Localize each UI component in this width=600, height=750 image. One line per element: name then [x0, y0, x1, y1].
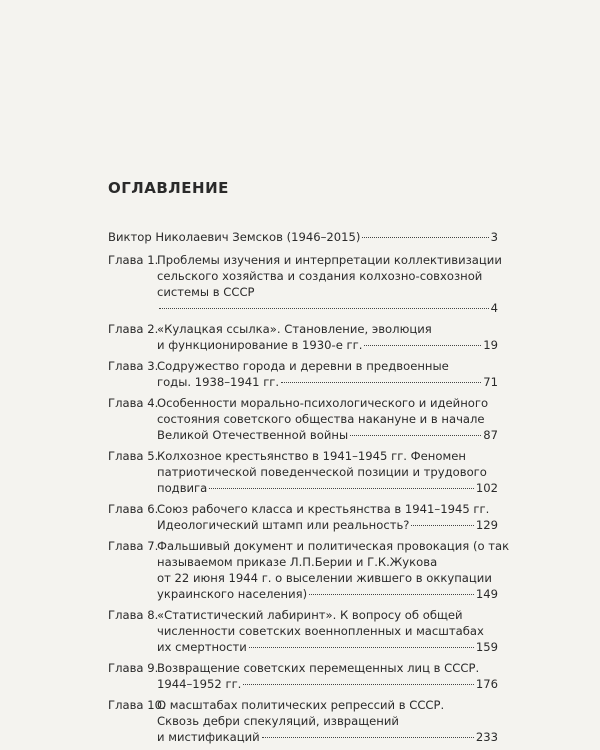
- page-number: 19: [483, 338, 498, 352]
- toc-heading: ОГЛАВЛЕНИЕ: [108, 179, 229, 197]
- page-number: 159: [475, 640, 498, 654]
- entry-title-line: О масштабах политических репрессий в СССР.: [157, 698, 445, 712]
- dot-leader: [350, 435, 481, 436]
- entry-title-line: годы. 1938–1941 гг.: [157, 375, 280, 389]
- entry-title-line: Сквозь дебри спекуляций, извращений: [157, 714, 399, 728]
- page-number: 71: [483, 375, 498, 389]
- dot-leader: [209, 488, 474, 489]
- page-number: 233: [475, 730, 498, 744]
- toc-entry-chapter-4[interactable]: [108, 395, 498, 443]
- entry-title-line: численности советских военнопленных и масштабах: [157, 624, 484, 638]
- entry-title-line: сельского хозяйства и создания колхозно-совхозной: [157, 269, 483, 283]
- chapter-label: Глава 9.: [108, 661, 159, 675]
- entry-title-line: называемом приказе Л.П.Берии и Г.К.Жукова: [157, 555, 438, 569]
- page-number: 3: [490, 230, 498, 244]
- toc-entry-chapter-10[interactable]: [108, 697, 498, 745]
- entry-title-line: патриотической поведенческой позиции и трудового: [157, 465, 487, 479]
- entry-title-line: украинского населения): [157, 587, 308, 601]
- entry-title-line: от 22 июня 1944 г. о выселении жившего в оккупации: [157, 571, 492, 585]
- toc-entry-chapter-6[interactable]: [108, 501, 498, 533]
- entry-title-line: Колхозное крестьянство в 1941–1945 гг. Феномен: [157, 449, 466, 463]
- entry-title-line: и функционирование в 1930-е гг.: [157, 338, 363, 352]
- dot-leader: [262, 737, 474, 738]
- page-number: 87: [483, 428, 498, 442]
- chapter-label: Глава 6.: [108, 502, 159, 516]
- toc-entry-chapter-9[interactable]: [108, 660, 498, 692]
- entry-title-line: и мистификаций: [157, 730, 260, 744]
- chapter-label: Глава 5.: [108, 449, 159, 463]
- dot-leader: [249, 647, 474, 648]
- page-number: 149: [475, 587, 498, 601]
- entry-title-line: 1944–1952 гг.: [157, 677, 242, 691]
- chapter-label: Глава 7.: [108, 539, 159, 553]
- page-number: 129: [475, 518, 498, 532]
- entry-title-line: состояния советского общества накануне и в начале: [157, 412, 485, 426]
- dot-leader: [159, 308, 489, 309]
- toc-entry-chapter-7[interactable]: [108, 538, 510, 602]
- entry-title-line: Идеологический штамп или реальность?: [157, 518, 410, 532]
- chapter-label: Глава 10.: [108, 698, 166, 712]
- entry-title-line: системы в СССР: [157, 285, 255, 299]
- chapter-label: Глава 3.: [108, 359, 159, 373]
- entry-title-line: их смертности: [157, 640, 247, 654]
- entry-title-line: Виктор Николаевич Земсков (1946–2015): [108, 230, 361, 244]
- dot-leader: [362, 237, 488, 238]
- entry-title-line: «Статистический лабиринт». К вопросу об общей: [157, 608, 463, 622]
- chapter-label: Глава 2.: [108, 322, 159, 336]
- dot-leader: [411, 525, 473, 526]
- page-number: 4: [490, 301, 498, 315]
- chapter-label: Глава 1.: [108, 253, 159, 267]
- dot-leader: [281, 382, 481, 383]
- entry-title-line: Содружество города и деревни в предвоенные: [157, 359, 449, 373]
- toc-entry-chapter-8[interactable]: [108, 607, 498, 655]
- chapter-label: Глава 8.: [108, 608, 159, 622]
- toc-entry-chapter-2[interactable]: [108, 321, 498, 353]
- entry-title-line: Фальшивый документ и политическая провокация (о так: [157, 539, 510, 553]
- chapter-label: Глава 4.: [108, 396, 159, 410]
- entry-title-line: Союз рабочего класса и крестьянства в 1941–1945 гг.: [157, 502, 490, 516]
- toc-entry-chapter-1[interactable]: [108, 252, 502, 316]
- entry-title-line: «Кулацкая ссылка». Становление, эволюция: [157, 322, 432, 336]
- toc-entry-intro[interactable]: [108, 229, 498, 245]
- page-number: 176: [475, 677, 498, 691]
- toc-entry-chapter-5[interactable]: [108, 448, 498, 496]
- dot-leader: [243, 684, 473, 685]
- toc-entry-chapter-3[interactable]: [108, 358, 498, 390]
- entry-title-line: подвига: [157, 481, 208, 495]
- table-of-contents: [108, 229, 510, 750]
- entry-title-line: Особенности морально-психологического и идейного: [157, 396, 489, 410]
- entry-title-line: Проблемы изучения и интерпретации коллективизации: [157, 253, 502, 267]
- dot-leader: [364, 345, 481, 346]
- entry-title-line: Великой Отечественной войны: [157, 428, 349, 442]
- entry-title-line: Возвращение советских перемещенных лиц в СССР.: [157, 661, 480, 675]
- page-number: 102: [475, 481, 498, 495]
- dot-leader: [309, 594, 474, 595]
